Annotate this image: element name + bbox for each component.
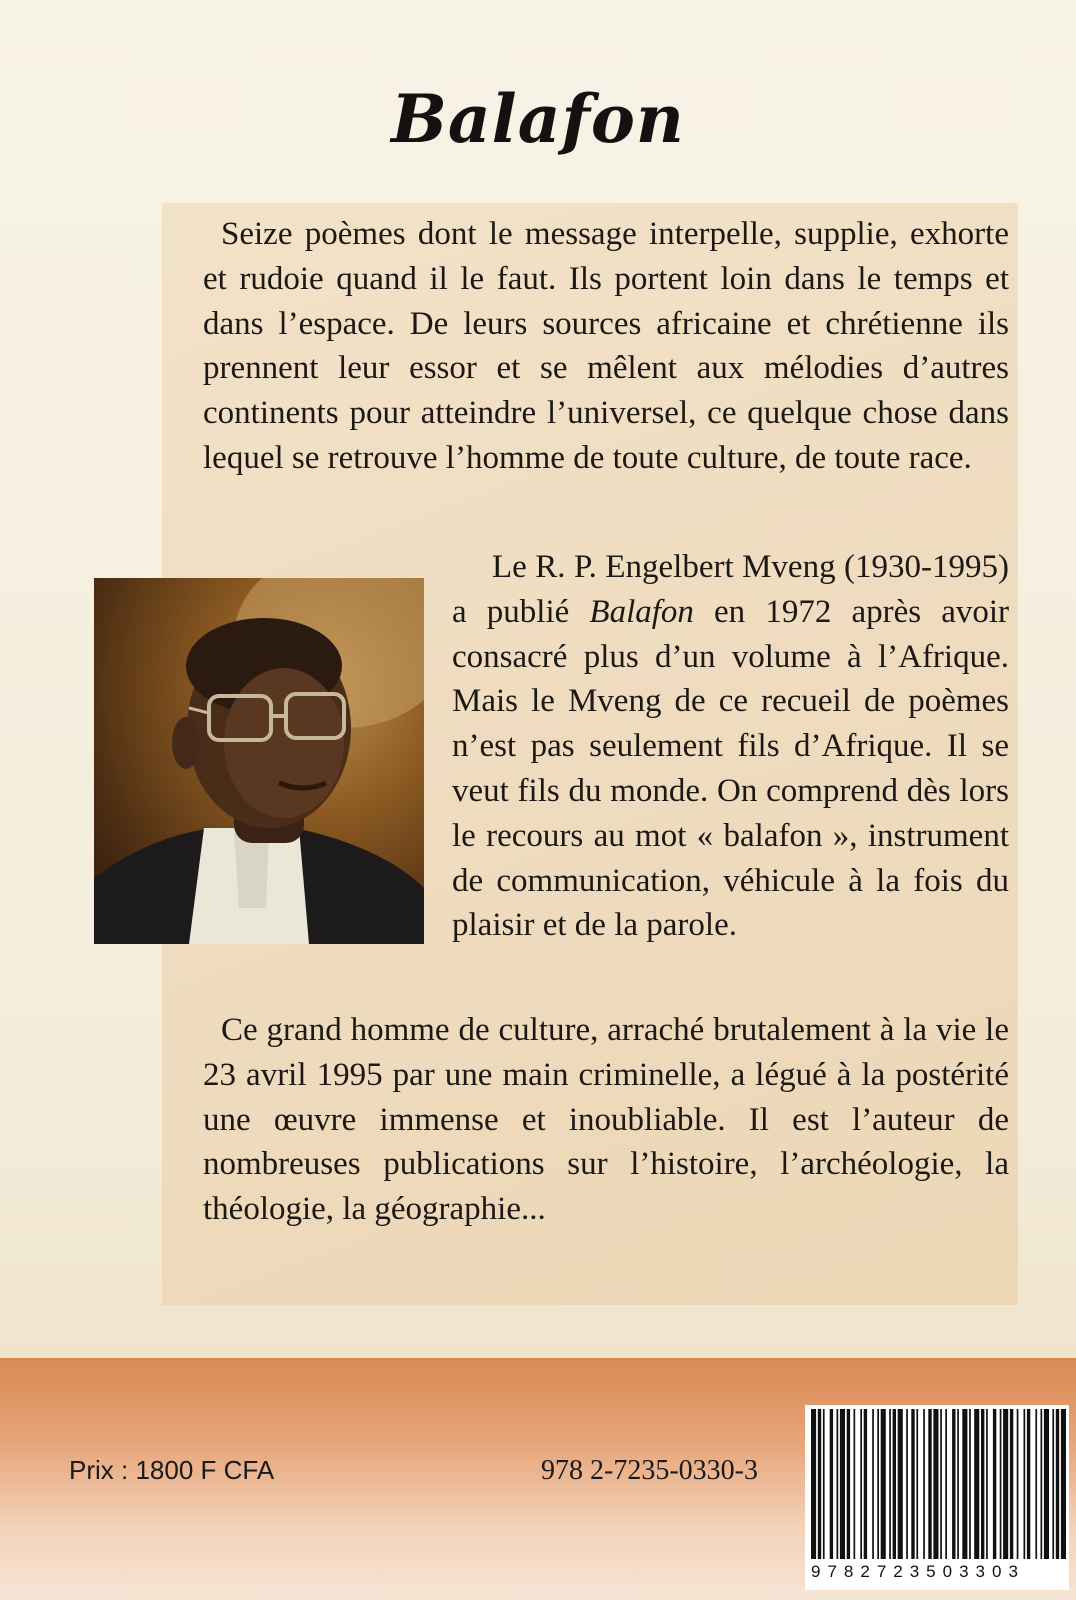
barcode-bar [818, 1409, 821, 1559]
barcode-bar [877, 1409, 879, 1559]
barcode-bar [864, 1409, 867, 1559]
barcode-bar [1003, 1409, 1008, 1559]
barcode-bar [993, 1409, 996, 1559]
barcode-bar [1044, 1409, 1049, 1559]
barcode-bar [916, 1409, 918, 1559]
price-label: Prix : 1800 F CFA [69, 1455, 275, 1485]
barcode-bar [893, 1409, 896, 1559]
portrait-illustration [94, 578, 424, 944]
barcode-bar [940, 1409, 942, 1559]
barcode-bar [847, 1409, 850, 1559]
barcode-bar [957, 1409, 959, 1559]
barcode-bar [872, 1409, 874, 1559]
barcode-bar [1000, 1409, 1002, 1559]
barcode-bar [1035, 1409, 1037, 1559]
barcode-bar [1024, 1409, 1026, 1559]
paragraph-2-text-after: en 1972 après avoir consacré plus d’un volume à l’Afrique. Mais le Mveng de ce recueil de poèmes n’est pas seulement fils d’Afrique. Il se veut fils du monde. On comprend dès lors le recours au mot « balafon », instrument de communication, véhicule à la fois du plaisir et de la parole. [452, 593, 1010, 944]
barcode-digits: 9782723503303 [811, 1562, 1025, 1581]
barcode-bar [962, 1409, 967, 1559]
barcode-bar [986, 1409, 988, 1559]
book-title: Balafon [391, 80, 685, 158]
barcode-bar [911, 1409, 914, 1559]
barcode-bar [1056, 1409, 1059, 1559]
barcode-bar [840, 1409, 845, 1559]
blurb-paragraph-3: Ce grand homme de culture, arraché brutalement à la vie le 23 avril 1995 par une main criminelle, a légué à la postérité une œuvre immense et inoubliable. Il est l’auteur de nombreuses publications sur l’histoire, l’archéologie, la théologie, la géographie... [203, 1012, 1009, 1228]
barcode-bar [811, 1409, 816, 1559]
barcode-bar [933, 1409, 938, 1559]
barcode-bar [830, 1409, 833, 1559]
barcode-bar [969, 1409, 971, 1559]
blurb-paragraph-2 [452, 545, 1009, 948]
barcode-bar [1017, 1409, 1019, 1559]
barcode-bar [928, 1409, 931, 1559]
barcode-bar [974, 1409, 979, 1559]
barcode-bar [837, 1409, 839, 1559]
barcode-bar [881, 1409, 886, 1559]
barcode-bar [1041, 1409, 1043, 1559]
barcode-bar [1052, 1409, 1054, 1559]
barcode-bar [889, 1409, 891, 1559]
barcode-bar [1010, 1409, 1013, 1559]
barcode-bar [1027, 1409, 1030, 1559]
barcode-bar [945, 1409, 947, 1559]
barcode-bar [981, 1409, 984, 1559]
barcode-bar [1061, 1409, 1066, 1559]
barcode-bar [906, 1409, 908, 1559]
author-portrait-photo [94, 578, 424, 944]
barcode-bar [854, 1409, 856, 1559]
paragraph-2-text-before: Le R. P. Engelbert Mveng (1930-1995) a publié [452, 549, 1009, 630]
paragraph-2-book-title: Balafon [589, 593, 694, 630]
blurb-paragraph-1: Seize poèmes dont le message interpelle, supplie, exhorte et rudoie quand il le faut. Ils portent loin dans le temps et dans l’espace. De leurs sources africaine et chrétienne ils prennent leur essor et se mêlent aux mélodies d’autres continents pour atteindre l’universel, ce quelque chose dans lequel se retrouve l’homme de toute culture, de toute race. [203, 216, 1009, 476]
barcode-bar [898, 1409, 903, 1559]
isbn-number: 978 2-7235-0330-3 [541, 1455, 758, 1486]
barcode-bar [952, 1409, 955, 1559]
barcode-bar [860, 1409, 862, 1559]
barcode-bar [823, 1409, 825, 1559]
barcode-bar [923, 1409, 925, 1559]
